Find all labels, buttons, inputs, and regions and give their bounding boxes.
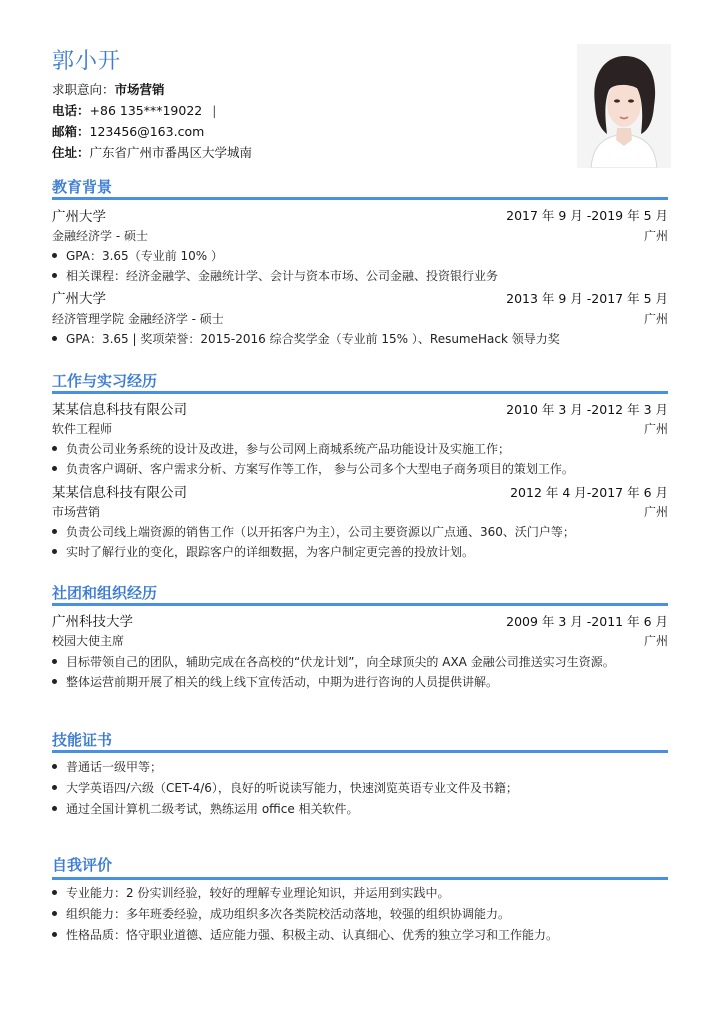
work-date: 2010 年 3 月 -2012 年 3 月 [506, 402, 668, 417]
list-item [52, 884, 449, 901]
bullet-icon [52, 659, 57, 664]
education-degree: 金融经济学 - 硕士 [52, 229, 148, 243]
address-value: 广东省广州市番禺区大学城南 [89, 145, 253, 160]
bullet-icon [52, 890, 57, 895]
club-date: 2009 年 3 月 -2011 年 6 月 [506, 614, 668, 629]
bullet-icon [52, 336, 57, 341]
work-location: 广州 [643, 505, 668, 519]
list-item [52, 653, 615, 670]
list-item-text: 专业能力：2 份实训经验，较好的理解专业理论知识，并运用到实践中。 [66, 886, 450, 900]
list-item-text: 目标带领自己的团队，辅助完成在各高校的“伏龙计划”，向全球顶尖的 AXA 金融公司推送实习生资源。 [66, 655, 615, 669]
list-item [52, 267, 498, 284]
bullet-icon [52, 549, 57, 554]
club-section-title: 社团和组织经历 [52, 584, 158, 602]
list-item-text: 实时了解行业的变化，跟踪客户的详细数据，为客户制定更完善的投放计划。 [66, 545, 475, 559]
list-item [52, 800, 359, 817]
club-org: 广州科技大学 [52, 614, 133, 630]
bullet-icon [52, 806, 57, 811]
bullet-icon [52, 679, 57, 684]
address-line [52, 143, 252, 161]
list-item-text: 组织能力：多年班委经验，成功组织多次各类院校活动落地，较强的组织协调能力。 [66, 907, 511, 921]
list-item [52, 758, 162, 775]
candidate-name: 郭小开 [52, 49, 122, 74]
list-item-text: 性格品质：恪守职业道德、适应能力强、积极主动、认真细心、优秀的独立学习和工作能力。 [66, 928, 559, 942]
list-item-text: 大学英语四/六级（CET-4/6），良好的听说读写能力，快速浏览英语专业文件及书籍； [66, 781, 518, 795]
education-school: 广州大学 [52, 209, 106, 225]
education-section-title: 教育背景 [52, 178, 113, 196]
work-date: 2012 年 4 月-2017 年 6 月 [510, 485, 668, 500]
list-item-text: GPA：3.65（专业前 10% ） [66, 249, 223, 263]
list-item [52, 440, 510, 457]
email-label: 邮箱： [52, 124, 90, 139]
education-location: 广州 [643, 312, 668, 326]
list-item [52, 926, 558, 943]
portrait-illustration [577, 44, 671, 168]
bullet-icon [52, 253, 57, 258]
list-item-text: 通过全国计算机二级考试，熟练运用 office 相关软件。 [66, 802, 359, 816]
skills-section-title: 技能证书 [52, 731, 113, 749]
self-section-title: 自我评价 [52, 856, 113, 874]
work-role: 市场营销 [52, 505, 101, 519]
bullet-icon [52, 446, 57, 451]
list-item-text: 普通话一级甲等； [66, 760, 163, 774]
list-item [52, 673, 498, 690]
list-item-text: 负责公司线上端资源的销售工作（以开拓客户为主），公司主要资源以广点通、360、沃门户等； [66, 525, 575, 539]
section-divider [52, 391, 668, 394]
list-item [52, 330, 560, 347]
bullet-icon [52, 764, 57, 769]
phone-line [52, 101, 216, 119]
email-value: 123456@163.com [89, 124, 205, 139]
bullet-icon [52, 273, 57, 278]
phone-value: +86 135***19022 [89, 103, 203, 118]
work-role: 软件工程师 [52, 422, 113, 436]
bullet-icon [52, 466, 57, 471]
education-date: 2017 年 9 月 -2019 年 5 月 [506, 208, 668, 223]
list-item-text: GPA：3.65 | 奖项荣誉：2015-2016 综合奖学金（专业前 15% ）、ResumeHack 领导力奖 [66, 332, 560, 346]
list-item [52, 523, 575, 540]
education-school: 广州大学 [52, 291, 106, 307]
intent-label: 求职意向： [52, 82, 115, 97]
list-item [52, 543, 474, 560]
profile-photo [577, 44, 671, 168]
work-company: 某某信息科技有限公司 [52, 485, 187, 501]
email-line [52, 122, 204, 140]
intent-line [52, 80, 165, 98]
list-item [52, 779, 518, 796]
list-item [52, 460, 574, 477]
section-divider [52, 197, 668, 200]
section-divider [52, 750, 668, 753]
bullet-icon [52, 785, 57, 790]
list-item [52, 247, 223, 264]
address-label: 住址： [52, 145, 90, 160]
intent-value: 市场营销 [114, 82, 165, 97]
list-item-text: 整体运营前期开展了相关的线上线下宣传活动，中期为进行咨询的人员提供讲解。 [66, 675, 499, 689]
list-item [52, 905, 510, 922]
work-section-title: 工作与实习经历 [52, 372, 158, 390]
section-divider [52, 603, 668, 606]
work-company: 某某信息科技有限公司 [52, 402, 187, 418]
list-item-text: 负责客户调研、客户需求分析、方案写作等工作， 参与公司多个大型电子商务项目的策划工作。 [66, 462, 574, 476]
bullet-icon [52, 529, 57, 534]
education-date: 2013 年 9 月 -2017 年 5 月 [506, 291, 668, 306]
work-location: 广州 [643, 422, 668, 436]
club-location: 广州 [643, 634, 668, 648]
divider: | [212, 103, 217, 118]
phone-label: 电话： [52, 103, 90, 118]
club-role: 校园大使主席 [52, 634, 125, 648]
bullet-icon [52, 932, 57, 937]
bullet-icon [52, 911, 57, 916]
list-item-text: 相关课程：经济金融学、金融统计学、会计与资本市场、公司金融、投资银行业务 [66, 269, 499, 283]
education-location: 广州 [643, 229, 668, 243]
list-item-text: 负责公司业务系统的设计及改进，参与公司网上商城系统产品功能设计及实施工作； [66, 442, 511, 456]
education-degree: 经济管理学院 金融经济学 - 硕士 [52, 312, 224, 326]
section-divider [52, 877, 668, 880]
